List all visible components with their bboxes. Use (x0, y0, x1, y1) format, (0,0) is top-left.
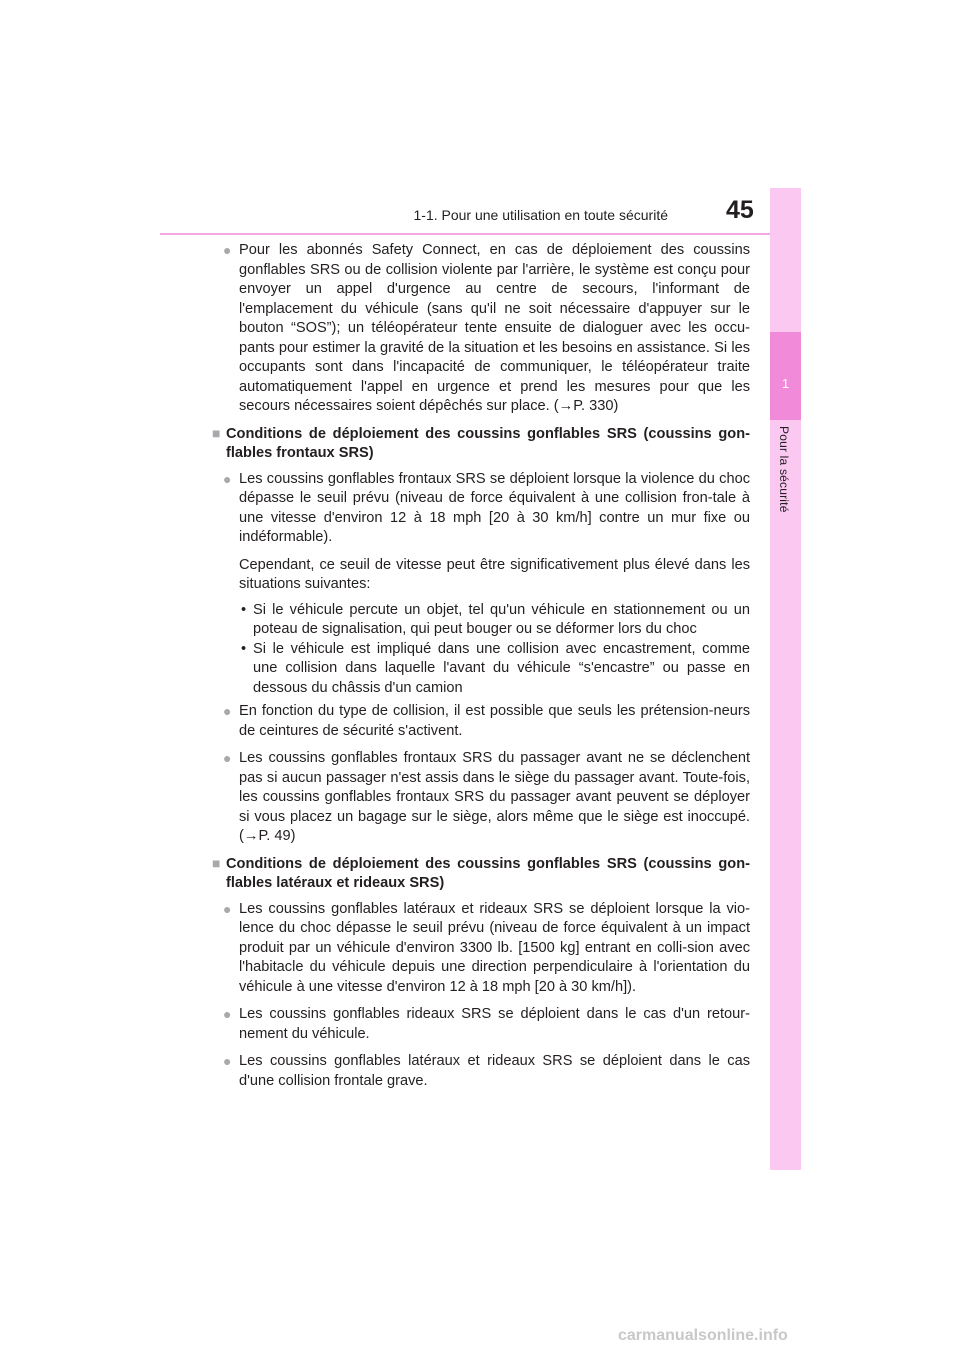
bullet-text: Les coussins gonflables rideaux SRS se déploient dans le cas d'un retour-nement du véhicule. (239, 1006, 750, 1042)
bullet-item (212, 1052, 750, 1091)
bullet-icon: ● (223, 1006, 232, 1022)
section-heading (212, 855, 750, 894)
header-rule (160, 233, 800, 235)
page-number: 45 (726, 196, 754, 224)
bullet-icon: ● (223, 750, 232, 766)
bullet-item (212, 702, 750, 741)
sub-list-text: Si le véhicule percute un objet, tel qu'un véhicule en stationnement ou un poteau de signalisation, qui peut bouger ou se déformer lors du choc (253, 601, 750, 637)
sub-list-item (212, 601, 750, 640)
bullet-item (212, 241, 750, 417)
bullet-icon: ● (223, 242, 232, 258)
dot-icon: • (241, 640, 247, 657)
chapter-label: Pour la sécurité (777, 426, 791, 513)
sub-list-item (212, 640, 750, 699)
bullet-icon: ● (223, 470, 232, 487)
bullet-text: Les coussins gonflables latéraux et rideaux SRS se déploient lorsque la vio-lence du choc dépasse le seuil prévu (niveau de force équivalent à un impact produit par un véhicule d'environ 3300 lb. [1500 kg] entrant en colli-sion avec l'habitacle du véhicule depuis une direction perpendiculaire à l'orientation du véhicule à une vitesse d'environ 12 à 18 mph [20 à 30 km/h]). (239, 900, 750, 995)
heading-text: Conditions de déploiement des coussins gonflables SRS (coussins gon-flables frontaux SRS) (226, 425, 750, 461)
dot-icon: • (241, 601, 247, 618)
bullet-icon: ● (223, 1053, 232, 1069)
heading-text: Conditions de déploiement des coussins gonflables SRS (coussins gon-flables latéraux et rideaux SRS) (226, 855, 750, 891)
bullet-item (212, 900, 750, 998)
bullet-item (212, 749, 750, 847)
bullet-text: Les coussins gonflables frontaux SRS se déploient lorsque la violence du choc dépasse le seuil prévu (niveau de force équivalent à une collision fron-tale à une vitesse d'environ 12 à 18 mph [20 à 30 km/h] contre un mur fixe ou indéformable). (239, 470, 750, 545)
bullet-text: Les coussins gonflables latéraux et rideaux SRS se déploient dans le cas d'une collision frontale grave. (239, 1053, 750, 1089)
square-icon: ■ (212, 424, 221, 441)
paragraph: Cependant, ce seuil de vitesse peut être significativement plus élevé dans les situations suivantes: (239, 556, 750, 592)
bullet-text: Les coussins gonflables frontaux SRS du passager avant ne se déclenchent pas si aucun passager n'est assis dans le siège du passager avant. Toute-fois, les coussins gonflables frontaux SRS du passager avant peuvent se déployer si vous placez un bagage sur le siège, alors même que le siège est inoccupé. (→P. 49) (239, 750, 750, 844)
bullet-item (212, 470, 750, 548)
bullet-item (212, 1005, 750, 1044)
bullet-text: En fonction du type de collision, il est possible que seuls les prétension-neurs de ceintures de sécurité s'activent. (239, 703, 750, 739)
bullet-icon: ● (223, 900, 232, 917)
sub-list-text: Si le véhicule est impliqué dans une collision avec encastrement, comme une collision dans laquelle l'avant du véhicule “s'encastre” ou passe en dessous du châssis d'un camion (253, 640, 750, 696)
square-icon: ■ (212, 854, 221, 871)
section-heading (212, 425, 750, 464)
section-title: 1-1. Pour une utilisation en toute sécurité (413, 207, 668, 223)
chapter-number: 1 (781, 376, 790, 391)
bullet-text: Pour les abonnés Safety Connect, en cas de déploiement des coussins gonflables SRS ou de collision violente par l'arrière, le système est conçu pour envoyer un appel d'urgence au centre de secours, l'informant de l'emplacement du véhicule (sans qu'il ne soit nécessaire d'appuyer sur le bouton “SOS”); un téléopérateur tente ensuite de dialoguer avec les occu-pants pour estimer la gravité de la situation et les besoins en assistance. Si les occupants sont dans l'incapacité de communiquer, le téléopérateur traite automatiquement l'appel en urgence et prend les mesures pour que les secours nécessaires soient dépêchés sur place. (→P. 330) (239, 242, 750, 414)
page-content (212, 241, 750, 1099)
bullet-icon: ● (223, 703, 232, 719)
watermark: carmanualsonline.info (618, 1327, 788, 1344)
